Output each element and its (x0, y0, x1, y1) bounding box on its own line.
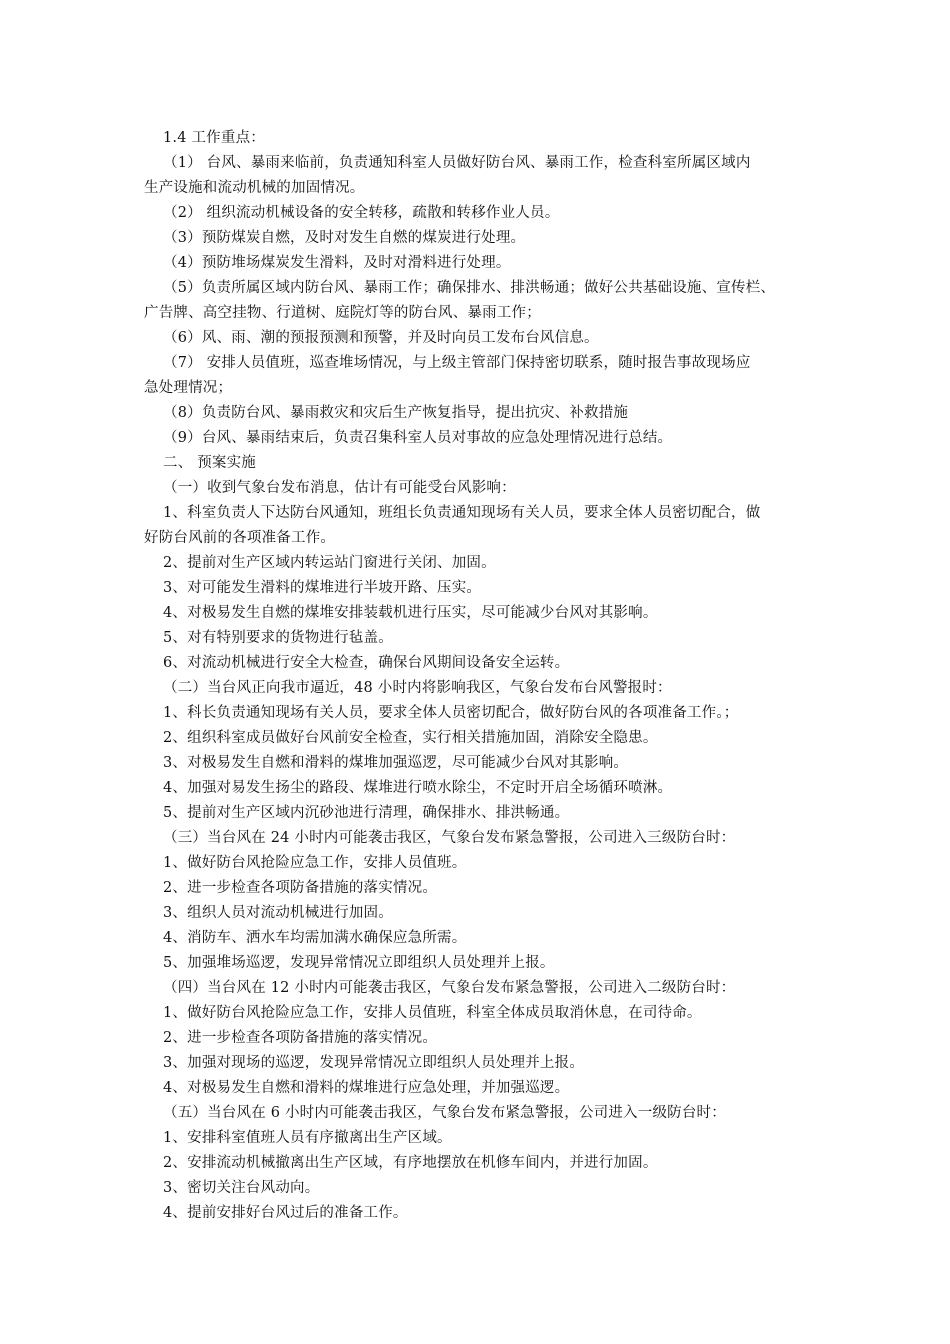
subsection-heading: （二）当台风正向我市逼近，48 小时内将影响我区，气象台发布台风警报时： (163, 680, 672, 696)
list-item: 1、安排科室值班人员有序撤离出生产区域。 (163, 1130, 452, 1146)
list-item: 2、组织科室成员做好台风前安全检查，实行相关措施加固，消除安全隐患。 (163, 730, 658, 746)
subsection-heading: （一）收到气象台发布消息，估计有可能受台风影响： (163, 480, 516, 496)
list-item: 4、提前安排好台风过后的准备工作。 (163, 1205, 408, 1221)
list-item: 2、进一步检查各项防备措施的落实情况。 (163, 880, 438, 896)
list-item: 6、对流动机械进行安全大检查，确保台风期间设备安全运转。 (163, 655, 570, 671)
list-item: 5、对有特别要求的货物进行毡盖。 (163, 630, 393, 646)
list-item: 4、消防车、洒水车均需加满水确保应急所需。 (163, 930, 467, 946)
list-item: 2、安排流动机械撤离出生产区域，有序地摆放在机修车间内，并进行加固。 (163, 1155, 658, 1171)
list-item: 5、加强堆场巡逻，发现异常情况立即组织人员处理并上报。 (163, 955, 555, 971)
paragraph-line: 急处理情况； (144, 380, 233, 396)
list-item: 3、加强对现场的巡逻，发现异常情况立即组织人员处理并上报。 (163, 1055, 585, 1071)
list-item: 1、科室负责人下达防台风通知，班组长负责通知现场有关人员，要求全体人员密切配合，做 (163, 505, 761, 521)
paragraph-line: 广告牌、高空挂物、行道树、庭院灯等的防台风、暴雨工作； (144, 305, 541, 321)
paragraph-line: （6）风、雨、潮的预报预测和预警，并及时向员工发布台风信息。 (163, 330, 599, 346)
paragraph-line: （7） 安排人员值班，巡查堆场情况，与上级主管部门保持密切联系，随时报告事故现场应 (163, 355, 751, 371)
list-item: 3、组织人员对流动机械进行加固。 (163, 905, 393, 921)
list-item: 2、提前对生产区域内转运站门窗进行关闭、加固。 (163, 555, 496, 571)
paragraph-line: （8）负责防台风、暴雨救灾和灾后生产恢复指导，提出抗灾、补救措施 (163, 405, 629, 421)
list-item: 5、提前对生产区域内沉砂池进行清理，确保排水、排洪畅通。 (163, 805, 570, 821)
list-item: 4、对极易发生自燃和滑料的煤堆进行应急处理，并加强巡逻。 (163, 1080, 570, 1096)
paragraph-line: （1） 台风、暴雨来临前，负责通知科室人员做好防台风、暴雨工作，检查科室所属区域内 (163, 155, 751, 171)
subsection-heading: （四）当台风在 12 小时内可能袭击我区，气象台发布紧急警报，公司进入二级防台时： (163, 980, 736, 996)
paragraph-line: （2） 组织流动机械设备的安全转移，疏散和转移作业人员。 (163, 205, 560, 221)
paragraph-line: （9）台风、暴雨结束后，负责召集科室人员对事故的应急处理情况进行总结。 (163, 430, 673, 446)
list-item: 1、做好防台风抢险应急工作，安排人员值班，科室全体成员取消休息，在司待命。 (163, 1005, 702, 1021)
list-item: 3、密切关注台风动向。 (163, 1180, 320, 1196)
list-item: 1、做好防台风抢险应急工作，安排人员值班。 (163, 855, 467, 871)
list-item: 3、对极易发生自燃和滑料的煤堆加强巡逻，尽可能减少台风对其影响。 (163, 755, 629, 771)
list-item: 3、对可能发生滑料的煤堆进行半坡开路、压实。 (163, 580, 482, 596)
paragraph-line: （5）负责所属区域内防台风、暴雨工作；确保排水、排洪畅通；做好公共基础设施、宣传栏、 (163, 280, 776, 296)
section-heading-2: 二、 预案实施 (163, 455, 257, 471)
list-item: 4、加强对易发生扬尘的路段、煤堆进行喷水除尘，不定时开启全场循环喷淋。 (163, 780, 673, 796)
paragraph-line: 生产设施和流动机械的加固情况。 (144, 180, 365, 196)
paragraph-line: （3）预防煤炭自燃，及时对发生自燃的煤炭进行处理。 (163, 230, 526, 246)
list-item: 好防台风前的各项准备工作。 (144, 530, 336, 546)
paragraph-line: （4）预防堆场煤炭发生滑料，及时对滑料进行处理。 (163, 255, 511, 271)
list-item: 2、进一步检查各项防备措施的落实情况。 (163, 1030, 438, 1046)
subsection-heading: （三）当台风在 24 小时内可能袭击我区，气象台发布紧急警报，公司进入三级防台时： (163, 830, 736, 846)
list-item: 1、科长负责通知现场有关人员，要求全体人员密切配合，做好防台风的各项准备工作。； (163, 705, 739, 721)
subsection-heading: （五）当台风在 6 小时内可能袭击我区，气象台发布紧急警报，公司进入一级防台时： (163, 1105, 726, 1121)
list-item: 4、对极易发生自燃的煤堆安排装载机进行压实，尽可能减少台风对其影响。 (163, 605, 658, 621)
section-heading-1-4: 1.4 工作重点： (163, 130, 265, 146)
